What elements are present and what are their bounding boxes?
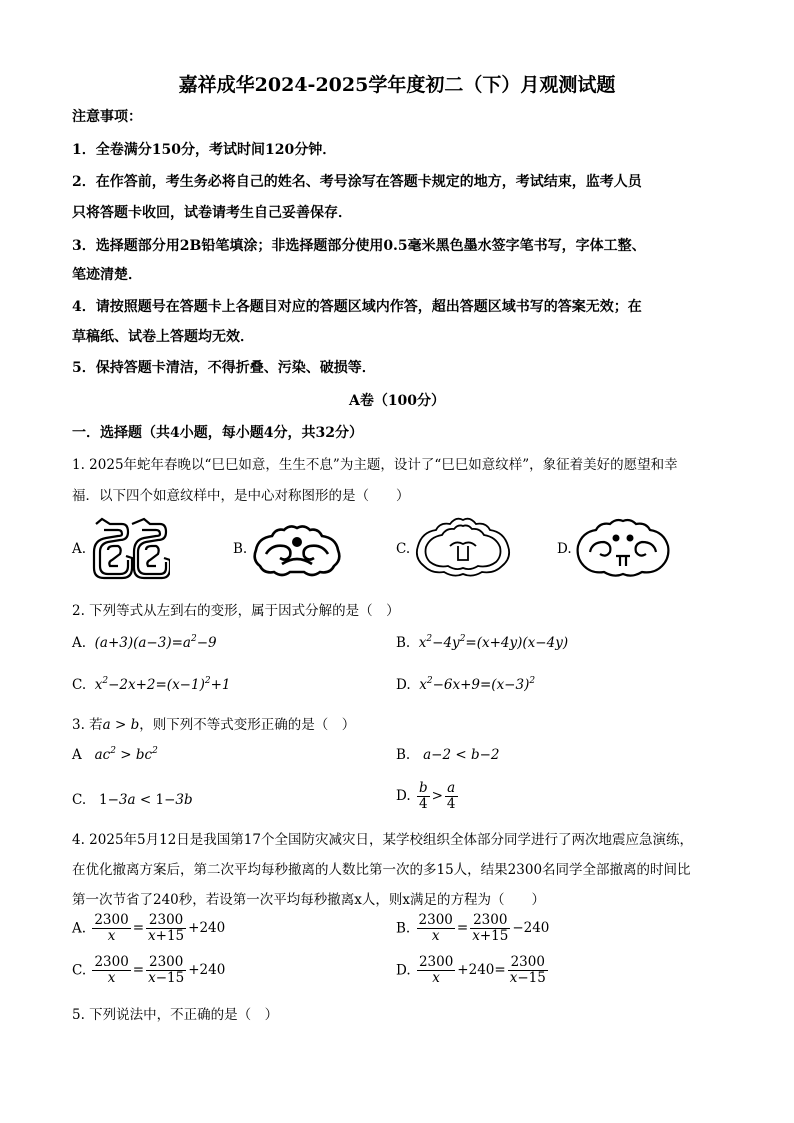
option-label: C. xyxy=(72,677,87,693)
question-4-line2: 在优化撤离方案后，第二次平均每秒撤离的人数比第一次的多15人，结果2300名同学全部撤离的时间比 xyxy=(72,862,691,878)
note-line: 笔迹清楚． xyxy=(72,267,142,283)
question-5-stem: 5. 下列说法中，不正确的是（ ） xyxy=(72,1007,279,1023)
question-2-stem: 2. 下列等式从左到右的变形，属于因式分解的是（ ） xyxy=(72,603,400,619)
question-4-line1: 4. 2025年5月12日是我国第17个全国防灾减灾日，某学校组织全体部分同学进行了两次地震应急演练， xyxy=(72,832,693,848)
q3-option-c xyxy=(72,792,193,808)
option-label: A. xyxy=(72,920,87,937)
q2-option-c xyxy=(72,677,231,693)
q3-option-b-expr: a−2 < b−2 xyxy=(414,747,500,763)
notes-heading: 注意事项： xyxy=(72,109,142,125)
option-label: C. xyxy=(396,541,411,557)
q2-option-a xyxy=(72,635,217,651)
note-line: 3．选择题部分用2B铅笔填涂；非选择题部分使用0.5毫米黑色墨水签字笔书写，字体工整、 xyxy=(72,238,646,254)
q4-option-d: D. $\frac{2300}{x}$ +240= $\frac{2300}{x-15}$ xyxy=(396,954,546,986)
q2-option-b-expr: $x^2-4y^2=(x+4y)(x-4y)$ xyxy=(414,634,569,651)
q3-option-a-expr: $ac^2 > bc^2$ xyxy=(86,746,158,763)
option-label: C. xyxy=(72,962,87,979)
option-label: A. xyxy=(72,635,87,651)
q4-option-a: A. $\frac{2300}{x}$ = $\frac{2300}{x+15}$ +240 xyxy=(72,912,226,944)
pattern-a-image xyxy=(90,516,170,580)
pattern-b-image xyxy=(252,524,342,578)
q2-option-a-expr: $(a+3)(a-3)=a^2-9$ xyxy=(90,634,217,651)
note-line: 4．请按照题号在答题卡上各题目对应的答题区域内作答，超出答题区域书写的答案无效；在 xyxy=(72,299,642,315)
q3-option-c-expr: 1−3a < 1−3b xyxy=(99,792,193,808)
pattern-d-image xyxy=(576,518,670,580)
question-1-line2: 福．以下四个如意纹样中，是中心对称图形的是（ ） xyxy=(72,488,410,504)
option-label: D. xyxy=(396,788,411,804)
option-label: B. xyxy=(396,635,411,651)
paper-a-heading: A卷（100分） xyxy=(348,393,446,409)
q2-option-d-expr: $x^2-6x+9=(x-3)^2$ xyxy=(414,676,536,693)
pattern-c-image xyxy=(414,516,512,580)
option-label: D. xyxy=(557,541,572,557)
question-3-stem: 3. 若a > b，则下列不等式变形正确的是（ ） xyxy=(72,717,356,733)
q3-option-d: D. $\frac{b}{4}$ > $\frac{a}{4}$ xyxy=(396,780,456,812)
question-1-line1: 1. 2025年蛇年春晚以“巳巳如意，生生不息”为主题，设计了“巳巳如意纹样”，象征着美好的愿望和幸 xyxy=(72,457,678,473)
question-4-line3: 第一次节省了240秒，若设第一次平均每秒撤离x人，则x满足的方程为（ ） xyxy=(72,892,545,908)
note-line: 草稿纸、试卷上答题均无效． xyxy=(72,329,254,345)
option-label: A xyxy=(72,747,82,763)
q3-option-b xyxy=(396,747,499,763)
section-heading: 一．选择题（共4小题，每小题4分，共32分） xyxy=(72,425,363,441)
q2-option-b xyxy=(396,635,568,651)
option-label: B. xyxy=(396,920,411,937)
q4-option-b: B. $\frac{2300}{x}$ = $\frac{2300}{x+15}$ −240 xyxy=(396,912,550,944)
q3-option-a xyxy=(72,747,158,763)
option-label: A. xyxy=(72,541,87,557)
q2-option-d xyxy=(396,677,535,693)
option-label: C. xyxy=(72,792,87,808)
note-line: 2．在作答前，考生务必将自己的姓名、考号涂写在答题卡规定的地方，考试结束，监考人员 xyxy=(72,174,642,190)
option-label: D. xyxy=(396,677,411,693)
page-title: 嘉祥成华2024-2025学年度初二（下）月观测试题 xyxy=(178,74,616,96)
note-line: 只将答题卡收回，试卷请考生自己妥善保存． xyxy=(72,205,352,221)
option-label: D. xyxy=(396,962,411,979)
note-line: 5．保持答题卡清洁，不得折叠、污染、破损等． xyxy=(72,360,376,376)
option-label: B. xyxy=(396,747,411,763)
q2-option-c-expr: $x^2-2x+2=(x-1)^2+1$ xyxy=(90,676,231,693)
q4-option-c: C. $\frac{2300}{x}$ = $\frac{2300}{x-15}$ +240 xyxy=(72,954,226,986)
option-label: B. xyxy=(233,541,248,557)
note-line: 1．全卷满分150分，考试时间120分钟． xyxy=(72,142,337,158)
